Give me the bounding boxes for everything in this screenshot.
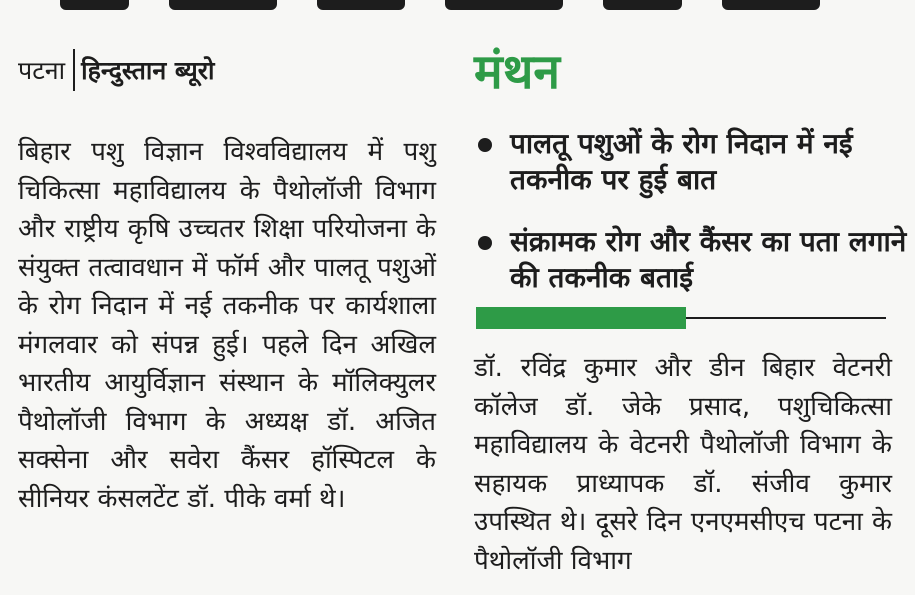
sidebar-bullet [478, 126, 908, 198]
sidebar-bullet-text: पालतू पशुओं के रोग निदान में नई तकनीक पर हुई बात [510, 127, 853, 196]
byline-divider [73, 49, 75, 91]
byline [18, 48, 215, 92]
byline-bureau: हिन्दुस्तान ब्यूरो [81, 56, 215, 85]
headline-fragment [60, 0, 820, 10]
bullet-icon [478, 138, 492, 152]
article-left-column: बिहार पशु विज्ञान विश्वविद्यालय में पशु चिकित्सा महाविद्यालय के पैथोलॉजी विभाग और राष्ट्रीय कृषि उच्चतर शिक्षा परियोजना के संयुक्त तत्वावधान में फॉर्म और पालतू पशुओं के रोग निदान में नई तकनीक पर कार्यशाला मंगलवार को संपन्न हुई। पहले दिन अखिल भारतीय आयुर्विज्ञान संस्थान के मॉलिक्युलर पैथोलॉजी विभाग के अध्यक्ष डॉ. अजित सक्सेना और सवेरा कैंसर हॉस्पिटल के सीनियर कंसलटेंट डॉ. पीके वर्मा थे। [18, 137, 436, 514]
sidebar-heading: मंथन [474, 44, 561, 100]
sidebar-bullet [478, 224, 908, 296]
thin-divider [686, 317, 886, 319]
sidebar-bullet-text: संक्रामक रोग और कैंसर का पता लगाने की तकनीक बताई [510, 225, 907, 294]
byline-city: पटना [18, 56, 66, 85]
article-right-column: डॉ. रविंद्र कुमार और डीन बिहार वेटनरी कॉलेज डॉ. जेके प्रसाद, पशुचिकित्सा महाविद्यालय के वेटनरी पैथोलॉजी विभाग के सहायक प्राध्यापक डॉ. संजीव कुमार उपस्थित थे। दूसरे दिन एनएमसीएच पटना के पैथोलॉजी विभाग [474, 353, 892, 576]
green-divider [476, 307, 686, 329]
bullet-icon [478, 236, 492, 250]
sidebar-bullet-list [478, 126, 908, 322]
